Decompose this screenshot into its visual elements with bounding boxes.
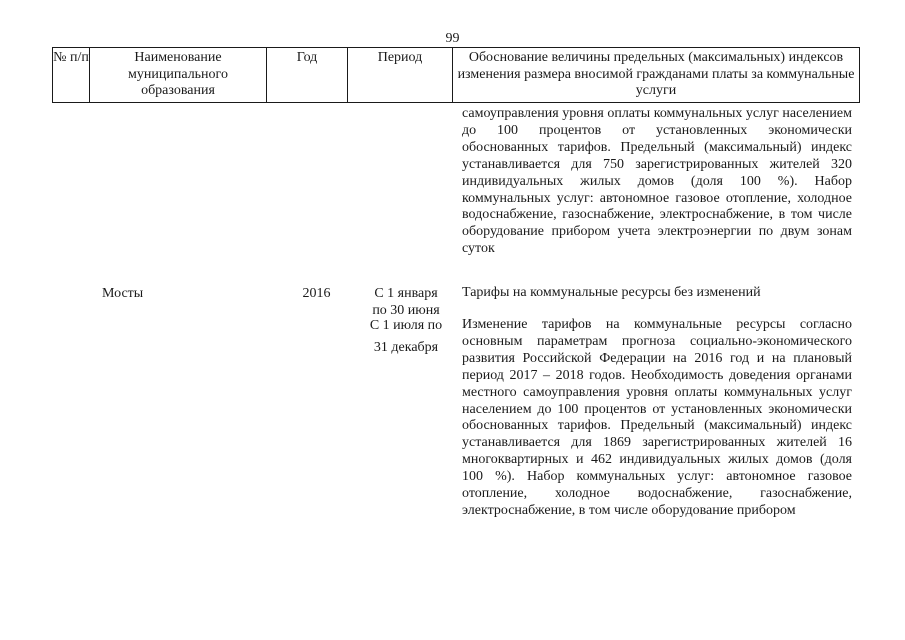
- period-first-half-line1: С 1 января: [374, 286, 438, 301]
- period-first-half-line2: по 30 июня: [372, 302, 440, 318]
- period-second-half: [362, 318, 450, 356]
- municipality-cell: Мосты: [102, 286, 144, 301]
- basis-continuation: [462, 106, 852, 258]
- basis-continuation-text: самоуправления уровня оплаты коммунальных услуг населением до 100 процентов от установленных экономически обоснованных тарифов. Предельный (максимальный) индекс устанавливается для 750 зарегистрированных жителей 320 индивидуальных жилых домов (доля 100 %). Набор коммунальных услуг: автономное газовое отопление, холодное водоснабжение, газоснабжение, электроснабжение, в том числе оборудование прибором учета электроэнергии по двум зонам суток: [462, 106, 852, 257]
- header-municipality: Наименование муниципального образования: [89, 48, 266, 102]
- page-number: 99: [445, 31, 460, 46]
- year-cell: 2016: [302, 286, 331, 301]
- period-second-half-line2: 31 декабря: [373, 339, 439, 355]
- header-number: № п/п: [52, 48, 89, 102]
- header-year: Год: [266, 48, 347, 102]
- header-period: Период: [347, 48, 452, 102]
- basis-second-half: [462, 317, 852, 520]
- basis-second-half-text: Изменение тарифов на коммунальные ресурсы согласно основным параметрам прогноза социально-экономического развития Российской Федерации на 2016 год и на плановый период 2017 – 2018 годов. Необходимость доведения органами местного самоуправления уровня оплаты коммунальных услуг населением до 100 процентов от установленных экономически обоснованных тарифов. Предельный (максимальный) индекс устанавливается для 1869 зарегистрированных жителей 16 многоквартирных и 462 индивидуальных жилых домов (доля 100 %). Набор коммунальных услуг: автономное газовое отопление, холодное водоснабжение, газоснабжение, электроснабжение, в том числе оборудование прибором: [462, 317, 852, 518]
- basis-first-half: [462, 285, 852, 302]
- basis-first-half-text: Тарифы на коммунальные ресурсы без изменений: [462, 285, 761, 300]
- table-header: [52, 47, 860, 103]
- period-second-half-line1: С 1 июля по: [369, 318, 443, 333]
- header-basis: Обоснование величины предельных (максимальных) индексов изменения размера вносимой гражданами платы за коммунальные услуги: [452, 48, 860, 102]
- period-first-half: [362, 286, 450, 319]
